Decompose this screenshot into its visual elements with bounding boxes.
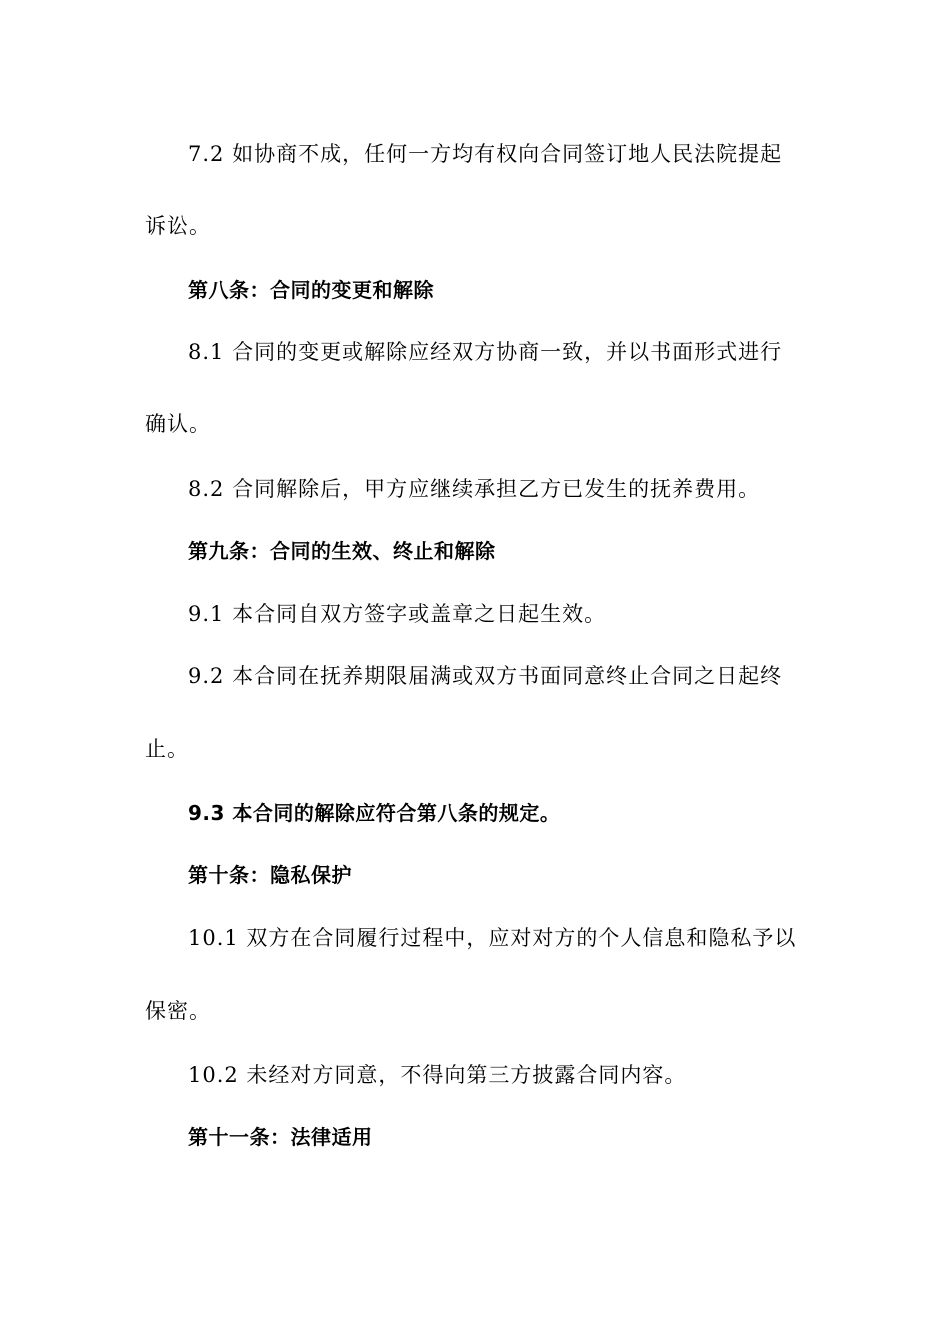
clause-9-2-line-2: 止。: [145, 737, 189, 761]
clause-8-1-line-2: 确认。: [145, 412, 211, 436]
clause-8-1-line-1: 8.1 合同的变更或解除应经双方协商一致，并以书面形式进行: [188, 340, 783, 364]
clause-10-1-line-1: 10.1 双方在合同履行过程中，应对对方的个人信息和隐私予以: [188, 926, 797, 950]
clause-10-2: 10.2 未经对方同意，不得向第三方披露合同内容。: [188, 1063, 687, 1087]
article-11-heading: 第十一条：法律适用: [188, 1125, 373, 1149]
clause-9-1: 9.1 本合同自双方签字或盖章之日起生效。: [188, 602, 607, 626]
clause-8-2: 8.2 合同解除后，甲方应继续承担乙方已发生的抚养费用。: [188, 477, 761, 501]
clause-9-3: 9.3 本合同的解除应符合第八条的规定。: [188, 801, 561, 825]
article-10-heading: 第十条：隐私保护: [188, 863, 352, 887]
clause-7-2-line-1: 7.2 如协商不成，任何一方均有权向合同签订地人民法院提起: [188, 142, 783, 166]
clause-9-2-line-1: 9.2 本合同在抚养期限届满或双方书面同意终止合同之日起终: [188, 664, 783, 688]
clause-7-2-line-2: 诉讼。: [145, 214, 211, 238]
article-8-heading: 第八条：合同的变更和解除: [188, 278, 434, 302]
clause-10-1-line-2: 保密。: [145, 999, 211, 1023]
article-9-heading: 第九条：合同的生效、终止和解除: [188, 539, 496, 563]
